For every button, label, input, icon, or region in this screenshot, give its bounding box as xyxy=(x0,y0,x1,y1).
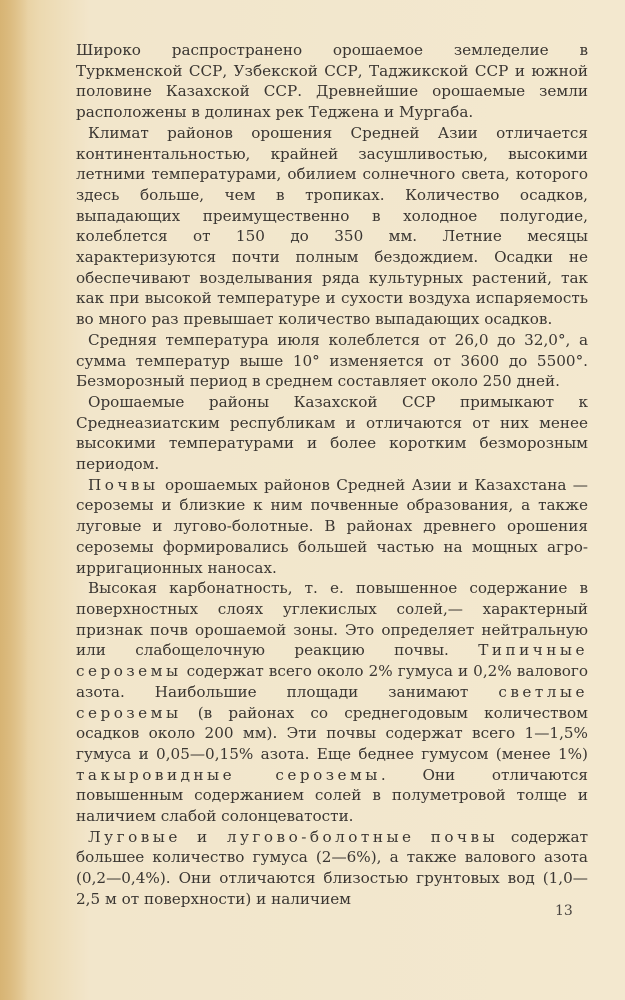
text-run: содержат большее количество гумуса (2—6%), а также валового азота (0,2—0,4%). Они отличаются близостью грунтовых вод (1,0—2,5 м от поверхности) и наличием xyxy=(76,827,589,908)
page-binding-shadow xyxy=(0,0,28,1000)
paragraph-kazakh-ssr xyxy=(76,392,588,475)
paragraph-temperature xyxy=(76,330,588,392)
text-run: . Они отличаются повышенным содержанием солей в полуметровой толще и наличием слабой солонцеватости. xyxy=(76,765,588,826)
spaced-term: Почвы xyxy=(88,475,159,494)
text-run: Орошаемые районы Казахской ССР примыкают к Среднеазиатским республикам и отличаются от них менее высокими температурами и более коротким безморозным периодом. xyxy=(76,392,588,474)
paragraph-soils xyxy=(76,475,588,579)
spaced-term: Луговые и лугово-болотные почвы xyxy=(88,827,499,846)
paragraph-carbonate xyxy=(76,578,588,826)
text-run: (в районах со среднегодовым количеством осадков около 200 мм). Эти почвы содержат всего 1—1,5% гумуса и 0,05—0,15% азота. Еще беднее гумусом (менее 1%) xyxy=(76,703,588,763)
text-run: Широко распространено орошаемое земледелие в Туркменской ССР, Узбекской ССР, Таджикской ССР и южной половине Казахской ССР. Древнейшие орошаемые земли расположены в долинах рек Теджена и Мургаба. xyxy=(76,41,588,122)
spaced-term: светлые сероземы xyxy=(76,682,588,722)
spaced-term: такыровидные сероземы xyxy=(76,765,381,784)
body-text xyxy=(76,40,588,910)
page-number: 13 xyxy=(555,903,573,919)
text-run: Высокая карбонатность, т. е. повышенное содержание в поверхностных слоях углекислых солей,— характерный признак почв орошаемой зоны. Это определяет нейтральную или слабощелочную реакцию почвы. xyxy=(76,579,588,660)
paragraph-climate xyxy=(76,123,588,330)
spaced-term: Типичные сероземы xyxy=(76,641,588,681)
paragraph-irrigation-regions xyxy=(76,40,588,123)
text-run: орошаемых районов Средней Азии и Казахстана — сероземы и близкие к ним почвенные образования, а также луговые и лугово-болотные. В районах древнего орошения сероземы формировались большей частью на мощных агро-ирригационных наносах. xyxy=(76,475,588,577)
paragraph-meadow-soils xyxy=(76,827,588,910)
text-run: содержат всего около 2% гумуса и 0,2% валового азота. Наибольшие площади занимают xyxy=(76,662,588,701)
text-run: Средняя температура июля колеблется от 26,0 до 32,0°, а сумма температур выше 10° изменяется от 3600 до 5500°. Безморозный период в среднем составляет около 250 дней. xyxy=(76,330,588,391)
text-run: Климат районов орошения Средней Азии отличается континентальностью, крайней засушливостью, высокими летними температурами, обилием солнечного света, которого здесь больше, чем в тропиках. Количество осадков, выпадающих преимущественно в холодное полугодие, колеблется от 150 до 350 мм. Летние месяцы характеризуются почти полным бездождием. Осадки не обеспечивают возделывания ряда культурных растений, так как при высокой температуре и сухости воздуха испаряемость во много раз превышает количество выпадающих осадков. xyxy=(76,123,588,329)
